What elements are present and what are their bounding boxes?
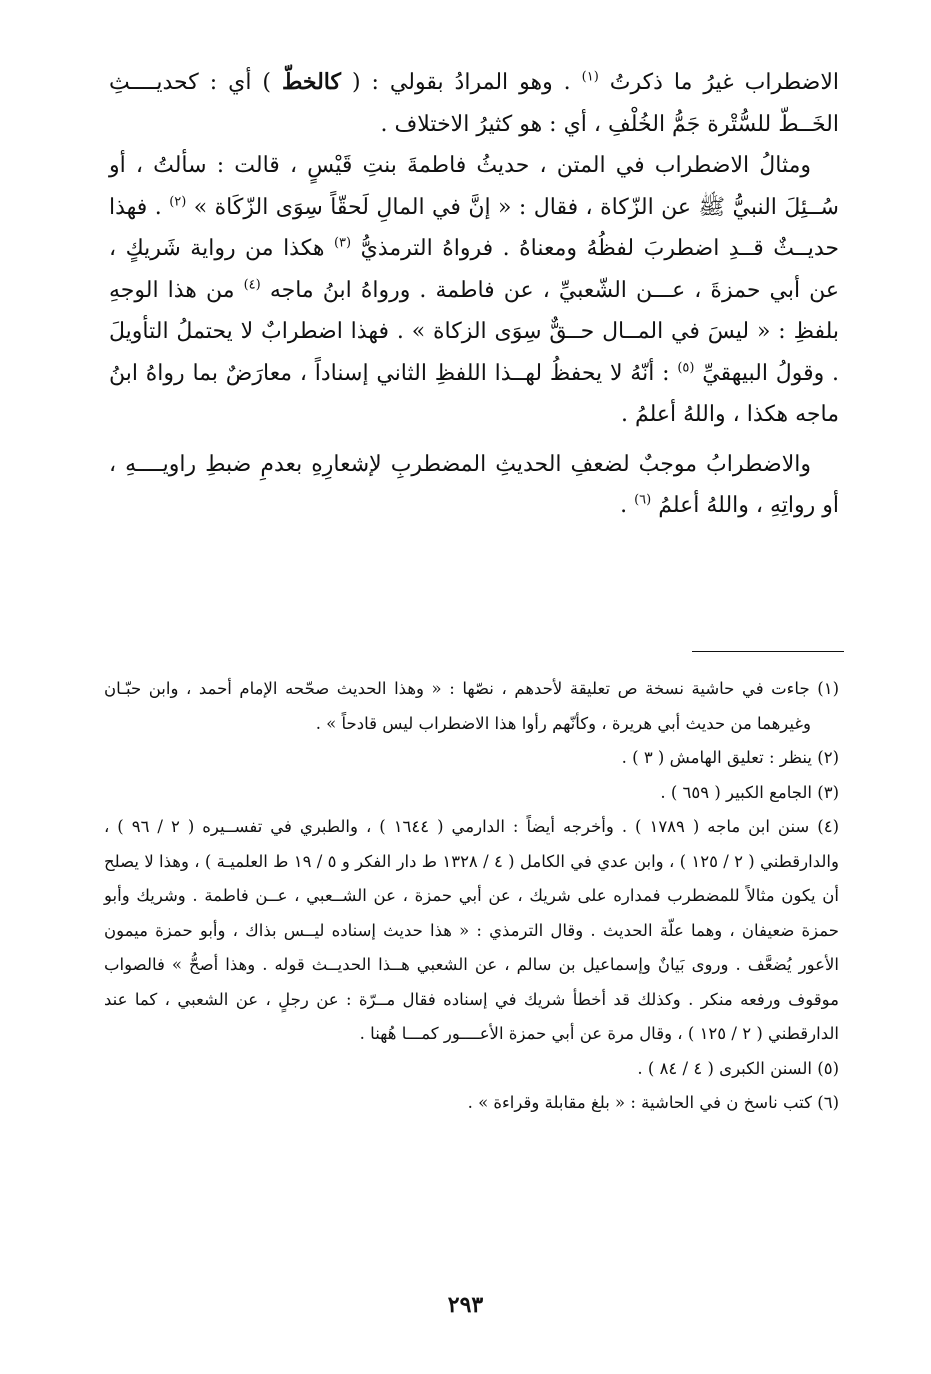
footnote-ref-2[interactable]: (٢) bbox=[169, 194, 187, 210]
paragraph-3-text-b: . bbox=[620, 493, 628, 518]
paragraph-2 bbox=[109, 145, 839, 436]
footnote-number: (٤) bbox=[817, 817, 839, 836]
footnote-ref-4[interactable]: (٤) bbox=[243, 277, 261, 293]
footnote-2 bbox=[104, 741, 839, 776]
footnote-text: كتب ناسخ ن في الحاشية : « بلغ مقابلة وقراءة » . bbox=[467, 1093, 812, 1112]
footnotes-section bbox=[104, 672, 839, 1121]
footnote-number: (٣) bbox=[817, 782, 839, 802]
footnote-ref-3[interactable]: (٣) bbox=[333, 235, 352, 251]
paragraph-1-text-b: . وهو المرادُ بقولي : ( bbox=[351, 70, 571, 95]
footnote-text: الجامع الكبير ( ٦٥٩ ) . bbox=[660, 782, 812, 802]
paragraph-2-text-c: هكذا من رواية شَريكٍ ، عن أبي حمزةَ ، عـــن الشّعبيِّ ، عن فاطمة . ورواهُ ابنُ ماجه bbox=[109, 236, 840, 303]
footnote-ref-6[interactable]: (٦) bbox=[634, 492, 652, 508]
footnote-text: ينظر : تعليق الهامش ( ٣ ) . bbox=[621, 748, 812, 767]
footnote-3 bbox=[104, 776, 839, 811]
footnote-text: سنن ابن ماجه ( ١٧٨٩ ) . وأخرجه أيضاً : الدارمي ( ١٦٤٤ ) ، والطبري في تفســيره ( ٢ / ٩٦ ) ، والدارقطني ( ٢ / ١٢٥ ) ، وابن عدي في الكامل ( ٤ / ١٣٢٨ ط دار الفكر و ٥ / ١٩ ط العلميـة ) ، وهذا لا يصلح أن يكون مثالاً للمضطرب فمداره على شريك ، عن أبي حمزة ، عن الشــعبي ، عــن فاطمة . وشريك وأبو حمزة ضعيفان ، وهما علّة الحديث . وقال الترمذي : « هذا حديث إسناده ليــس بذاك ، وأبو حمزة ميمون الأعور يُضعَّف . وروى بَيانٌ وإسماعيل بن سالم ، عن الشعبي هــذا الحديــث قوله . وهذا أصحُّ » فالصواب موقوف ورفعه منكر . وكذلك قد أخطأ شريك في إسناده فقال مــرّة : عن رجلٍ ، عن الشعبي ، كما عند الدارقطني ( ٢ / ١٢٥ ) ، وقال مرة عن أبي حمزة الأعــــور كمـــا هُهنا . bbox=[104, 817, 839, 1043]
paragraph-3 bbox=[109, 444, 839, 527]
footnote-1 bbox=[104, 672, 839, 741]
paragraph-1-text-c: ) أي : كحديــــثِ الخَــطّ للسُّتْرة جَمُّ الخُلْفِ ، أي : هو كثيرُ الاختلاف . bbox=[109, 70, 839, 137]
main-text bbox=[109, 62, 839, 527]
footnote-text: جاءت في حاشية نسخة ص تعليقة لأحدهم ، نصّها : « وهذا الحديث صحّحه الإمام أحمد ، وابن حبّـان وغيرهما من حديث أبي هريرة ، وكأنّهم رأوا هذا الاضطراب ليس قادحاً » . bbox=[104, 679, 811, 733]
footnote-number: (٢) bbox=[817, 748, 839, 767]
footnote-text: السنن الكبرى ( ٤ / ٨٤ ) . bbox=[637, 1058, 812, 1078]
page-number: ٢٩٣ bbox=[447, 1292, 484, 1318]
footnote-ref-5[interactable]: (٥) bbox=[677, 360, 695, 376]
term-kalkhatt: كالخطّ bbox=[282, 69, 341, 95]
paragraph-2-text-a: ومثالُ الاضطراب في المتن ، حديثُ فاطمةَ بنتِ قَيْسٍ ، قالت : سألتُ ، أو سُــئِلَ النبيُّ ﷺ عن الزّكاة ، فقال : « إنَّ في المالِ لَحقّاً سِوَى الزّكَاة » bbox=[109, 153, 839, 220]
footnote-number: (١) bbox=[817, 679, 839, 698]
footnote-ref-1[interactable]: (١) bbox=[581, 69, 599, 85]
paragraph-1 bbox=[109, 62, 839, 145]
paragraph-2-text-b: . فهذا حديــثٌ قــدِ اضطربَ لفظُهُ ومعناهُ . فرواهُ الترمذيُّ bbox=[109, 194, 839, 261]
paragraph-1-text-a: الاضطراب غيرُ ما ذكرتُ bbox=[609, 70, 839, 95]
footnote-6 bbox=[104, 1086, 839, 1121]
paragraph-2-text-d: من هذا الوجهِ بلفظِ : « ليسَ في المــال حــقٌّ سِوَى الزكاة » . فهذا اضطرابٌ لا يحتملُ التأويلَ . وقولُ البيهقيِّ bbox=[109, 277, 840, 386]
footnote-4 bbox=[104, 810, 839, 1052]
paragraph-3-text-a: والاضطرابُ موجبٌ لضعفِ الحديثِ المضطربِ لإشعارِهِ بعدمِ ضبطِ راويــــهِ ، أو رواتِهِ ، واللهُ أعلمُ bbox=[109, 451, 839, 518]
footnote-5 bbox=[104, 1052, 839, 1087]
footnote-separator bbox=[692, 651, 844, 652]
footnote-number: (٥) bbox=[817, 1058, 839, 1078]
footnote-number: (٦) bbox=[817, 1093, 839, 1112]
paragraph-2-text-e: : أنّهُ لا يحفظُ لهــذا اللفظِ الثاني إسناداً ، معارَضٌ بما رواهُ ابنُ ماجه هكذا ، واللهُ أعلمُ . bbox=[109, 360, 839, 427]
